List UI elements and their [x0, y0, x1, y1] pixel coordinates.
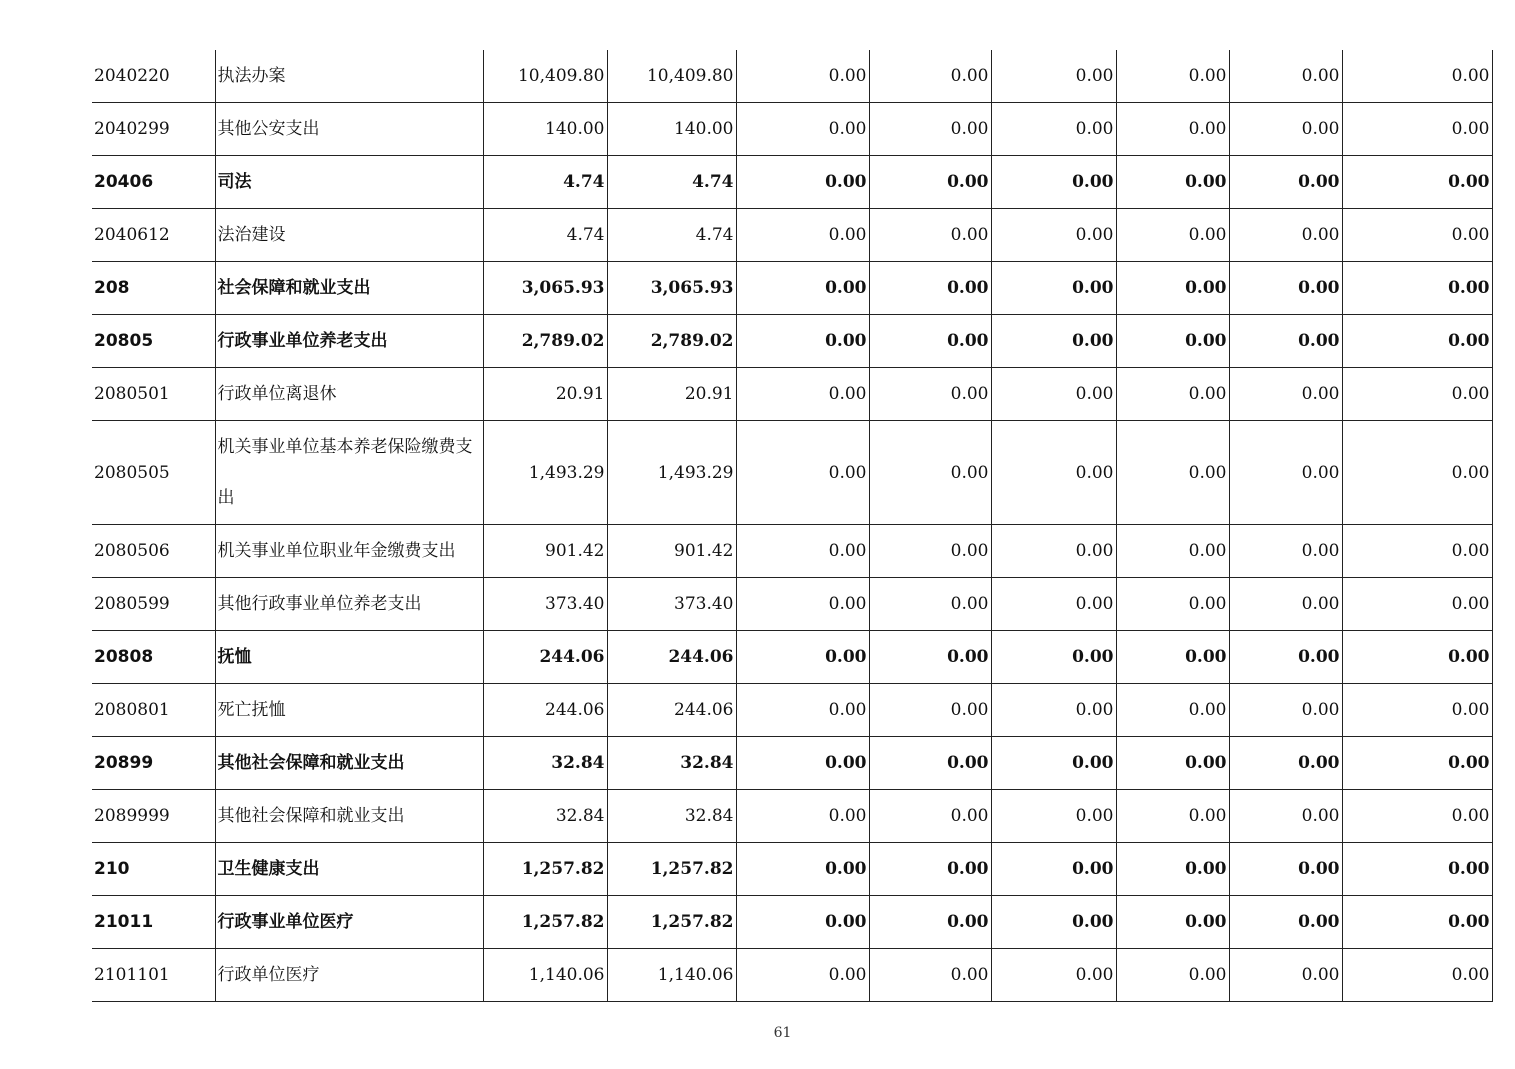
row-value: 1,257.82: [607, 843, 736, 896]
row-code: 2040612: [92, 209, 215, 262]
row-value: 0.00: [991, 684, 1116, 737]
row-value: 0.00: [1342, 421, 1492, 525]
row-value: 0.00: [1342, 949, 1492, 1002]
row-value: 0.00: [1116, 896, 1229, 949]
row-code: 2089999: [92, 790, 215, 843]
row-value: 0.00: [736, 209, 869, 262]
row-name: 行政事业单位养老支出: [215, 315, 483, 368]
row-value: 0.00: [1342, 50, 1492, 103]
row-value: 0.00: [736, 103, 869, 156]
row-value: 0.00: [1116, 156, 1229, 209]
row-value: 10,409.80: [483, 50, 607, 103]
row-value: 32.84: [607, 790, 736, 843]
row-value: 0.00: [991, 949, 1116, 1002]
row-value: 0.00: [1229, 368, 1342, 421]
row-value: 0.00: [1342, 368, 1492, 421]
row-value: 0.00: [1116, 790, 1229, 843]
row-value: 0.00: [869, 949, 991, 1002]
row-value: 373.40: [483, 578, 607, 631]
row-value: 901.42: [483, 525, 607, 578]
row-value: 0.00: [1116, 843, 1229, 896]
row-value: 0.00: [1116, 737, 1229, 790]
row-value: 0.00: [1116, 949, 1229, 1002]
table-row: [92, 684, 1492, 737]
row-value: 1,257.82: [607, 896, 736, 949]
table-row: [92, 156, 1492, 209]
row-value: 0.00: [1229, 790, 1342, 843]
row-value: 1,257.82: [483, 896, 607, 949]
row-value: 0.00: [1116, 684, 1229, 737]
row-value: 0.00: [1342, 156, 1492, 209]
row-value: 0.00: [991, 578, 1116, 631]
row-value: 244.06: [607, 631, 736, 684]
table-row: [92, 209, 1492, 262]
row-value: 4.74: [483, 209, 607, 262]
row-code: 2080801: [92, 684, 215, 737]
row-value: 0.00: [1116, 578, 1229, 631]
row-name: 机关事业单位职业年金缴费支出: [215, 525, 483, 578]
table-row: [92, 421, 1492, 525]
row-value: 0.00: [1116, 209, 1229, 262]
row-value: 0.00: [1342, 103, 1492, 156]
row-value: 20.91: [607, 368, 736, 421]
row-value: 0.00: [1342, 578, 1492, 631]
row-value: 0.00: [736, 421, 869, 525]
row-value: 0.00: [1229, 949, 1342, 1002]
table-row: [92, 50, 1492, 103]
row-value: 244.06: [483, 684, 607, 737]
row-code: 2080501: [92, 368, 215, 421]
row-value: 4.74: [607, 156, 736, 209]
row-value: 0.00: [869, 103, 991, 156]
row-value: 3,065.93: [607, 262, 736, 315]
row-value: 0.00: [1229, 631, 1342, 684]
row-value: 32.84: [483, 790, 607, 843]
row-value: 0.00: [869, 50, 991, 103]
table-row: [92, 262, 1492, 315]
row-value: 0.00: [1229, 50, 1342, 103]
row-value: 0.00: [1342, 737, 1492, 790]
row-value: 0.00: [736, 896, 869, 949]
row-value: 0.00: [736, 949, 869, 1002]
row-name: 执法办案: [215, 50, 483, 103]
row-code: 2080599: [92, 578, 215, 631]
row-value: 0.00: [736, 578, 869, 631]
row-value: 0.00: [1342, 631, 1492, 684]
table-row: [92, 790, 1492, 843]
row-value: 0.00: [1342, 315, 1492, 368]
row-value: 32.84: [483, 737, 607, 790]
row-value: 0.00: [1229, 525, 1342, 578]
row-value: 0.00: [991, 737, 1116, 790]
row-value: 2,789.02: [483, 315, 607, 368]
row-value: 0.00: [1229, 209, 1342, 262]
row-value: 0.00: [1229, 103, 1342, 156]
row-code: 20899: [92, 737, 215, 790]
row-name: 司法: [215, 156, 483, 209]
row-value: 0.00: [1342, 896, 1492, 949]
row-value: 0.00: [736, 631, 869, 684]
row-value: 1,140.06: [607, 949, 736, 1002]
row-value: 0.00: [869, 578, 991, 631]
table-row: [92, 631, 1492, 684]
row-value: 0.00: [1116, 421, 1229, 525]
row-value: 0.00: [991, 421, 1116, 525]
row-value: 0.00: [1116, 631, 1229, 684]
table-row: [92, 368, 1492, 421]
row-value: 0.00: [1342, 790, 1492, 843]
row-value: 901.42: [607, 525, 736, 578]
row-name: 行政事业单位医疗: [215, 896, 483, 949]
table-body: [92, 50, 1492, 1002]
row-value: 0.00: [869, 368, 991, 421]
table-row: [92, 949, 1492, 1002]
row-value: 0.00: [869, 525, 991, 578]
row-value: 0.00: [1116, 315, 1229, 368]
row-value: 0.00: [1342, 209, 1492, 262]
row-value: 140.00: [483, 103, 607, 156]
row-value: 0.00: [1116, 368, 1229, 421]
row-code: 20805: [92, 315, 215, 368]
row-value: 0.00: [1116, 262, 1229, 315]
row-value: 0.00: [1342, 525, 1492, 578]
row-value: 20.91: [483, 368, 607, 421]
row-value: 0.00: [736, 790, 869, 843]
row-value: 0.00: [869, 156, 991, 209]
row-value: 0.00: [1229, 262, 1342, 315]
row-value: 2,789.02: [607, 315, 736, 368]
row-name: 其他公安支出: [215, 103, 483, 156]
row-name: 卫生健康支出: [215, 843, 483, 896]
row-value: 0.00: [1229, 737, 1342, 790]
table-row: [92, 896, 1492, 949]
row-value: 0.00: [869, 896, 991, 949]
row-value: 0.00: [1229, 578, 1342, 631]
row-value: 0.00: [1229, 421, 1342, 525]
row-value: 32.84: [607, 737, 736, 790]
row-code: 2040220: [92, 50, 215, 103]
row-value: 0.00: [1229, 315, 1342, 368]
row-name: 其他行政事业单位养老支出: [215, 578, 483, 631]
row-value: 1,257.82: [483, 843, 607, 896]
table-row: [92, 843, 1492, 896]
row-value: 0.00: [736, 156, 869, 209]
row-value: 0.00: [869, 790, 991, 843]
row-value: 373.40: [607, 578, 736, 631]
page-number: 61: [773, 1025, 792, 1041]
row-value: 0.00: [736, 50, 869, 103]
row-name: 机关事业单位基本养老保险缴费支出: [215, 421, 483, 525]
row-value: 0.00: [869, 843, 991, 896]
row-name: 其他社会保障和就业支出: [215, 737, 483, 790]
row-value: 0.00: [991, 103, 1116, 156]
row-value: 0.00: [991, 896, 1116, 949]
row-value: 0.00: [869, 631, 991, 684]
row-value: 4.74: [607, 209, 736, 262]
row-value: 0.00: [1342, 843, 1492, 896]
row-value: 0.00: [1229, 156, 1342, 209]
row-value: 140.00: [607, 103, 736, 156]
row-value: 1,140.06: [483, 949, 607, 1002]
row-value: 0.00: [991, 50, 1116, 103]
row-value: 0.00: [991, 843, 1116, 896]
row-value: 4.74: [483, 156, 607, 209]
row-value: 0.00: [869, 262, 991, 315]
row-value: 0.00: [736, 315, 869, 368]
row-value: 0.00: [736, 843, 869, 896]
row-value: 0.00: [869, 315, 991, 368]
row-code: 20406: [92, 156, 215, 209]
row-value: 0.00: [1342, 262, 1492, 315]
table-row: [92, 103, 1492, 156]
row-value: 0.00: [991, 525, 1116, 578]
row-value: 0.00: [736, 737, 869, 790]
row-code: 21011: [92, 896, 215, 949]
row-value: 0.00: [869, 737, 991, 790]
row-value: 0.00: [1229, 896, 1342, 949]
table-row: [92, 578, 1492, 631]
row-code: 2101101: [92, 949, 215, 1002]
row-value: 0.00: [736, 684, 869, 737]
row-value: 244.06: [483, 631, 607, 684]
budget-table: [92, 50, 1493, 1002]
row-value: 0.00: [991, 631, 1116, 684]
row-value: 0.00: [1342, 684, 1492, 737]
row-name: 其他社会保障和就业支出: [215, 790, 483, 843]
row-name: 社会保障和就业支出: [215, 262, 483, 315]
row-value: 0.00: [991, 315, 1116, 368]
row-value: 0.00: [736, 368, 869, 421]
row-value: 0.00: [1229, 843, 1342, 896]
row-value: 1,493.29: [483, 421, 607, 525]
row-value: 0.00: [1229, 684, 1342, 737]
row-value: 0.00: [991, 262, 1116, 315]
table-row: [92, 737, 1492, 790]
table-row: [92, 315, 1492, 368]
row-value: 1,493.29: [607, 421, 736, 525]
row-value: 0.00: [736, 525, 869, 578]
row-value: 0.00: [1116, 50, 1229, 103]
row-name: 行政单位离退休: [215, 368, 483, 421]
row-value: 0.00: [991, 368, 1116, 421]
row-value: 0.00: [991, 790, 1116, 843]
row-code: 208: [92, 262, 215, 315]
row-value: 10,409.80: [607, 50, 736, 103]
row-code: 2080505: [92, 421, 215, 525]
row-name: 行政单位医疗: [215, 949, 483, 1002]
row-value: 0.00: [1116, 525, 1229, 578]
row-name: 死亡抚恤: [215, 684, 483, 737]
row-value: 244.06: [607, 684, 736, 737]
table-row: [92, 525, 1492, 578]
row-name: 法治建设: [215, 209, 483, 262]
row-value: 0.00: [869, 684, 991, 737]
row-value: 0.00: [736, 262, 869, 315]
row-value: 0.00: [991, 156, 1116, 209]
row-value: 3,065.93: [483, 262, 607, 315]
row-value: 0.00: [869, 209, 991, 262]
row-code: 210: [92, 843, 215, 896]
row-code: 2040299: [92, 103, 215, 156]
row-value: 0.00: [869, 421, 991, 525]
row-value: 0.00: [1116, 103, 1229, 156]
row-value: 0.00: [991, 209, 1116, 262]
row-code: 2080506: [92, 525, 215, 578]
row-name: 抚恤: [215, 631, 483, 684]
row-code: 20808: [92, 631, 215, 684]
